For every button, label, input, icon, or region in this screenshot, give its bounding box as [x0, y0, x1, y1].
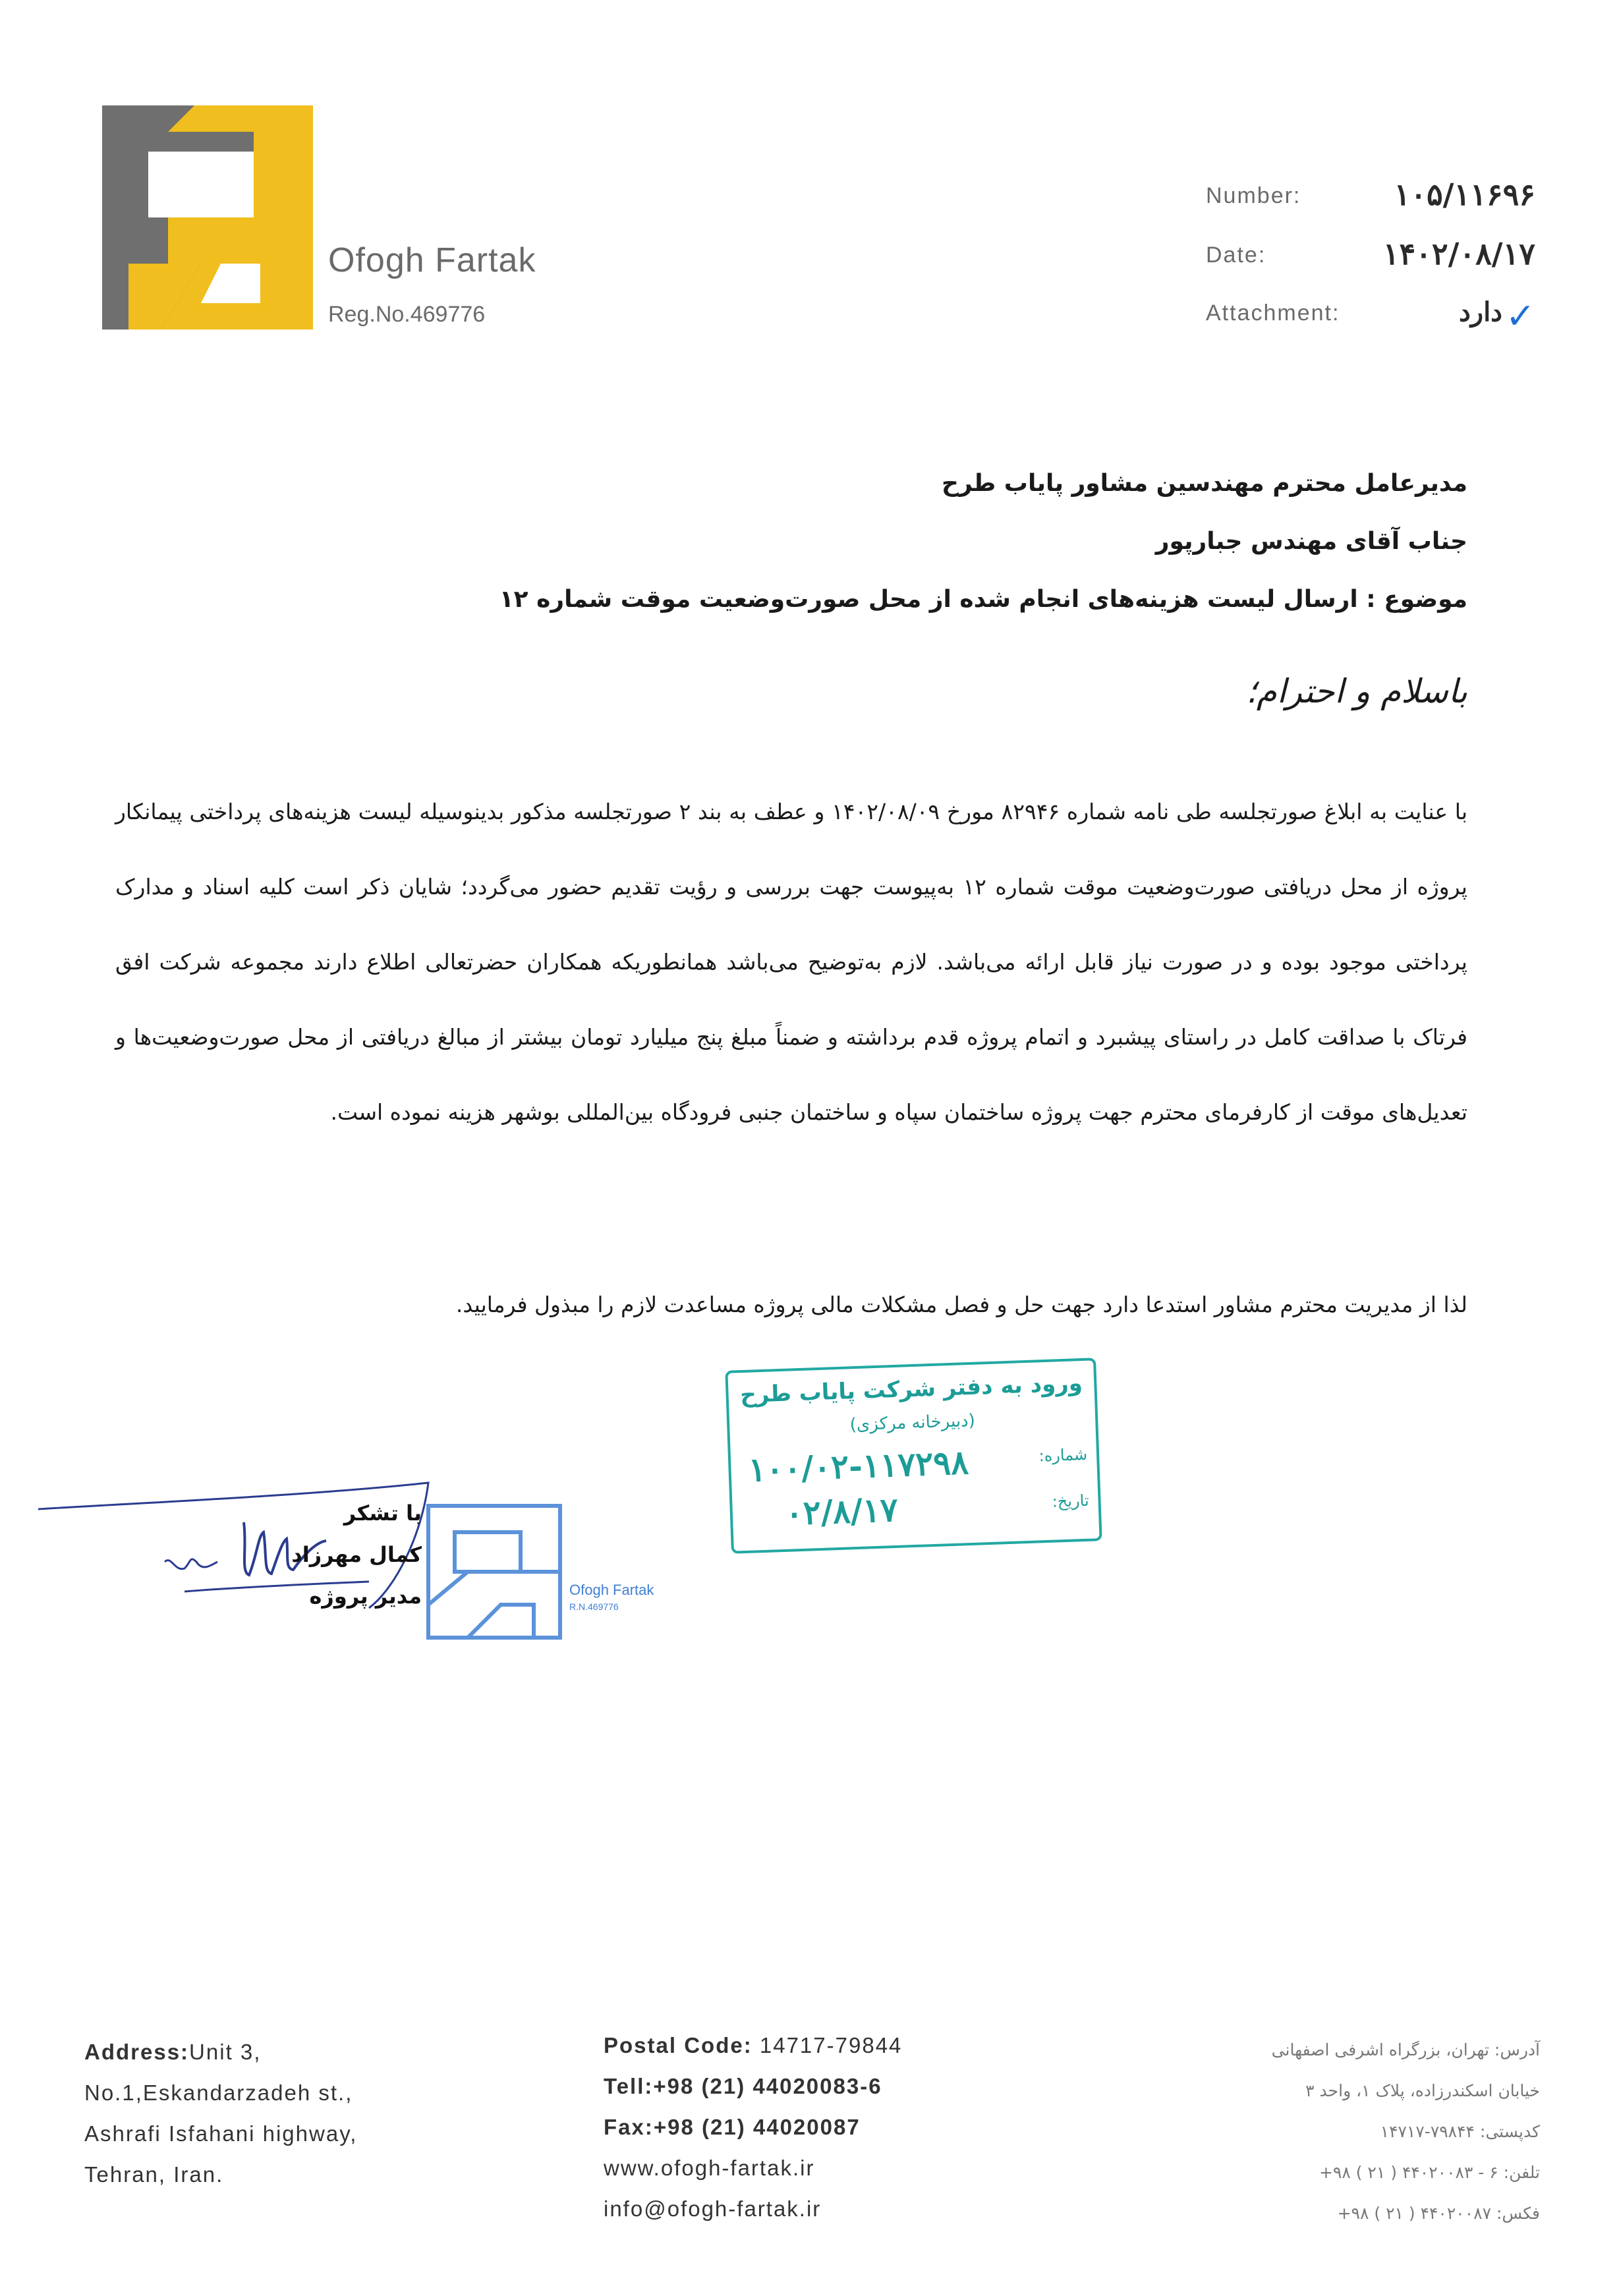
footer-address: [84, 2032, 480, 2195]
address-line-2: No.1,Eskandarzadeh st.,: [84, 2081, 353, 2105]
letter-date-row: [1206, 236, 1575, 282]
company-logo: [102, 105, 313, 330]
number-value: ۱۰۵/۱۱۶۹۶: [1394, 177, 1535, 212]
closing-sentence: لذا از مدیریت محترم مشاور استدعا دارد جهت حل و فصل مشکلات مالی پروژه مساعدت لازم را مبذول فرمایید.: [455, 1292, 1467, 1317]
subject-line: موضوع : ارسال لیست هزینه‌های انجام شده از محل صورت‌وضعیت موقت شماره ۱۲: [499, 586, 1467, 613]
fa-address-line-1: آدرس: تهران، بزرگراه اشرفی اصفهانی: [1271, 2040, 1540, 2059]
address-line-1: Unit 3,: [189, 2040, 262, 2064]
fax-value: +98 (21) 44020087: [653, 2115, 861, 2139]
greeting: باسلام و احترام؛: [1246, 672, 1467, 710]
tel-value: +98 (21) 44020083-6: [653, 2074, 882, 2098]
signature-block: [290, 1493, 422, 1617]
fax-label: Fax:: [604, 2115, 654, 2139]
postal-value: 14717-79844: [759, 2033, 903, 2057]
signature-thanks: با تشکر: [343, 1501, 422, 1526]
addressee-block: [215, 455, 1467, 629]
number-label: Number:: [1206, 183, 1301, 208]
stamp-date-value: ۰۲/۸/۱۷: [784, 1489, 899, 1533]
company-stamp-logo: [422, 1499, 567, 1644]
fa-telephone: تلفن: ۶ - ۴۴۰۲۰۰۸۳ ( ۲۱ ) ۹۸+: [1319, 2163, 1540, 2182]
body-paragraph: با عنایت به ابلاغ صورتجلسه طی نامه شماره ۸۲۹۴۶ مورخ ۱۴۰۲/۰۸/۰۹ و عطف به بند ۲ صورتجلسه مذکور بدینوسیله لیست هزینه‌های پرداختی پیمانکار پروژه از محل دریافتی صورت‌وضعیت موقت شماره ۱۲ به‌پیوست جهت بررسی و رؤیت تقدیم حضور می‌گردد؛ شایان ذکر است کلیه اسناد و مدارک پرداختی موجود بوده و در صورت نیاز قابل ارائه می‌باشد. لازم به‌توضیح می‌باشد همانطوریکه همکاران حضرتعالی اطلاع دارند مجموعه شرکت افق فرتاک با صداقت کامل در راستای پیشبرد و اتمام پروژه قدم برداشته و ضمناً مبلغ پنج میلیارد تومان بیشتر از مبالغ دریافتی از محل صورت‌وضعیت‌ها و تعدیل‌های موقت از کارفرمای محترم جهت پروژه ساختمان سپاه و ساختمان جنبی فرودگاه بین‌المللی بوشهر هزینه نموده است.: [115, 799, 1467, 1125]
email-link[interactable]: info@ofogh-fartak.ir: [604, 2196, 822, 2221]
footer-contact: [604, 2025, 1012, 2229]
registration-number: Reg.No.469776: [328, 302, 486, 327]
stamp-title: ورود به دفتر شرکت پایاب طرح: [739, 1370, 1083, 1409]
stamp-number-label: شماره:: [1038, 1445, 1088, 1466]
stamp-date-label: تاریخ:: [1052, 1491, 1090, 1511]
postal-label: Postal Code:: [604, 2033, 753, 2057]
signatory-name: کمال مهرزاد: [291, 1542, 422, 1567]
footer-persian-address: [1092, 2030, 1540, 2234]
attachment-value: دارد: [1458, 297, 1502, 328]
date-value: ۱۴۰۲/۰۸/۱۷: [1382, 236, 1535, 272]
addressee-line-1: مدیرعامل محترم مهندسین مشاور پایاب طرح: [942, 470, 1467, 497]
addressee-line-2: جناب آقای مهندس جبارپور: [1155, 528, 1467, 555]
received-stamp: [725, 1358, 1102, 1553]
address-line-3: Ashrafi Isfahani highway,: [84, 2121, 358, 2146]
date-label: Date:: [1206, 243, 1266, 268]
fa-address-line-2: خیابان اسکندرزاده، پلاک ۱، واحد ۳: [1305, 2081, 1540, 2100]
brand-name: Ofogh Fartak: [328, 241, 536, 279]
stamp-subtitle: (دبیرخانه مرکزی): [849, 1410, 976, 1435]
letter-number-row: [1206, 177, 1575, 223]
signatory-title: مدیر پروژه: [309, 1584, 422, 1609]
address-label: Address:: [84, 2040, 190, 2064]
attachment-label: Attachment:: [1206, 301, 1340, 326]
tel-label: Tell:: [604, 2074, 654, 2098]
attachment-row: [1206, 294, 1575, 340]
stamp-reg-number: R.N.469776: [569, 1601, 619, 1612]
address-line-4: Tehran, Iran.: [84, 2162, 224, 2187]
stamp-brand-name: Ofogh Fartak: [569, 1582, 654, 1598]
fa-postal-code: کدپستی: ۷۹۸۴۴-۱۴۷۱۷: [1380, 2122, 1540, 2141]
stamp-number-value: ۱۰۰/۰۲-۱۱۷۲۹۸: [747, 1443, 969, 1489]
checkmark-icon: ✓: [1505, 295, 1535, 337]
website-link[interactable]: www.ofogh-fartak.ir: [604, 2156, 815, 2180]
fa-fax: فکس: ۴۴۰۲۰۰۸۷ ( ۲۱ ) ۹۸+: [1337, 2204, 1540, 2223]
